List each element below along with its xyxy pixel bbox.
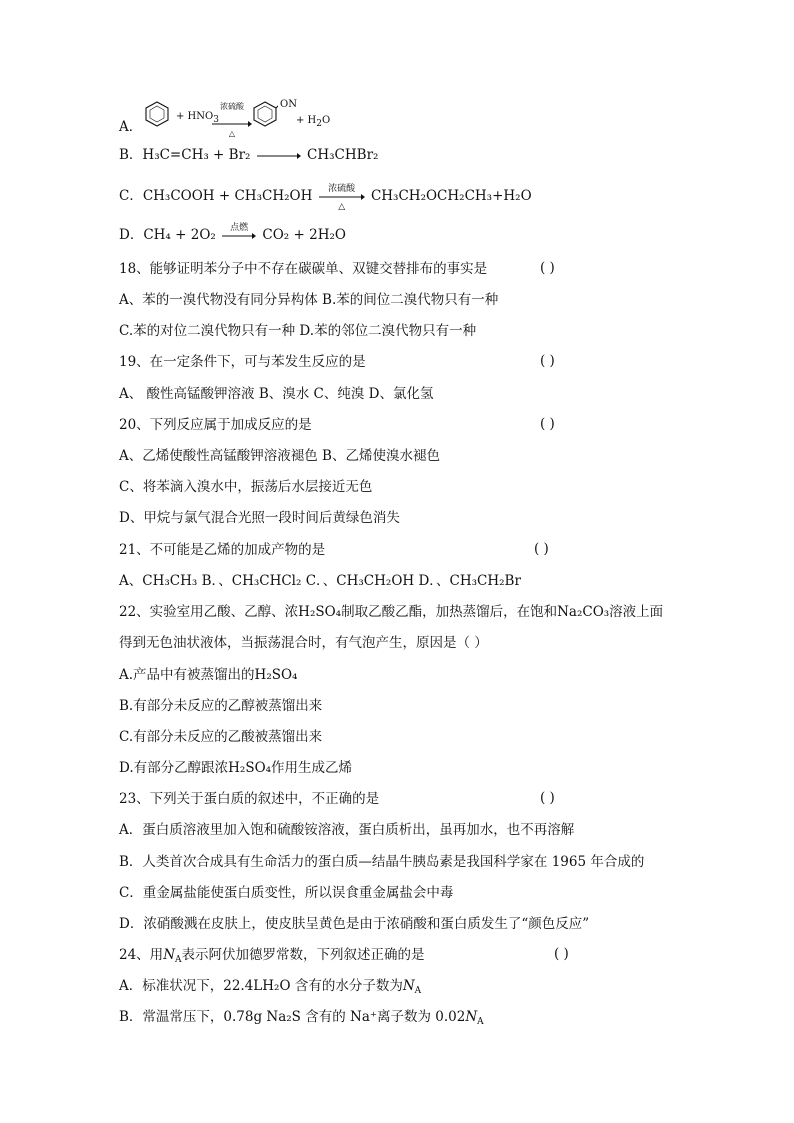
q22-option-c: C.有部分未反应的乙酸被蒸馏出来 bbox=[119, 729, 323, 745]
reaction-arrow-17c: 浓硫酸 △ bbox=[319, 188, 365, 206]
question-18: 18、能够证明苯分子中不存在碳碳单、双键交替排布的事实是 bbox=[119, 261, 488, 277]
q23-option-d: D．浓硝酸溅在皮肤上，使皮肤呈黄色是由于浓硝酸和蛋白质发生了“颜色反应” bbox=[119, 916, 590, 932]
answer-blank-23[interactable]: ( ) bbox=[540, 790, 555, 806]
q18-options-ab: A、苯的一溴代物没有同分异构体 B.苯的间位二溴代物只有一种 bbox=[119, 292, 499, 308]
q22-option-d: D.有部分乙醇跟浓H₂SO₄作用生成乙烯 bbox=[119, 760, 353, 776]
option-a-17 bbox=[119, 118, 142, 136]
q24-option-a: A．标准状况下，22.4LH₂O 含有的水分子数为$N_A$ bbox=[119, 978, 422, 996]
on-group-text: ON bbox=[280, 99, 297, 110]
q23-option-c: C．重金属盐能使蛋白质变性，所以误食重金属盐会中毒 bbox=[119, 885, 454, 901]
answer-blank-24[interactable]: ( ) bbox=[554, 946, 569, 962]
q22-option-a: A.产品中有被蒸馏出的H₂SO₄ bbox=[119, 667, 298, 683]
q20-options-ab: A、乙烯使酸性高锰酸钾溶液褪色 B、乙烯使溴水褪色 bbox=[119, 448, 440, 464]
answer-blank-19[interactable]: ( ) bbox=[540, 353, 555, 369]
benzene-ring-icon bbox=[144, 100, 170, 128]
question-21: 21、不可能是乙烯的加成产物的是 bbox=[119, 542, 326, 558]
q24-option-b: B．常温常压下，0.78g Na₂S 含有的 Na⁺离子数为 $0.02N_A$ bbox=[119, 1009, 484, 1027]
reaction-arrow-17d: 点燃 bbox=[222, 227, 256, 245]
question-20: 20、下列反应属于加成反应的是 bbox=[119, 417, 312, 433]
q18-options-cd: C.苯的对位二溴代物只有一种 D.苯的邻位二溴代物只有一种 bbox=[119, 323, 477, 339]
option-a-label: A． bbox=[119, 119, 143, 135]
answer-blank-18[interactable]: ( ) bbox=[540, 260, 555, 276]
reaction-arrow-17a: 浓硫酸 △ bbox=[212, 101, 252, 138]
water-text: + H2O bbox=[296, 115, 331, 129]
q20-option-c: C、将苯滴入溴水中，振荡后水层接近无色 bbox=[119, 479, 373, 495]
nitrobenzene-ring-icon bbox=[252, 100, 278, 128]
answer-blank-20[interactable]: ( ) bbox=[540, 416, 555, 432]
answer-blank-21[interactable]: ( ) bbox=[534, 541, 549, 557]
q19-options: A、 酸性高锰酸钾溶液 B、溴水 C、纯溴 D、氯化氢 bbox=[119, 386, 434, 402]
q22-option-b: B.有部分未反应的乙醇被蒸馏出来 bbox=[119, 698, 323, 714]
q21-options: A、CH₃CH₃ B．、CH₃CHCl₂ C．、CH₃CH₂OH D．、CH₃CH₂Br bbox=[119, 573, 521, 589]
q20-option-d: D、甲烷与氯气混合光照一段时间后黄绿色消失 bbox=[119, 510, 400, 526]
hno3-text: + HNO3 bbox=[176, 111, 219, 125]
question-23: 23、下列关于蛋白质的叙述中，不正确的是 bbox=[119, 791, 380, 807]
question-22-line1: 22、实验室用乙酸、乙醇、浓H₂SO₄制取乙酸乙酯，加热蒸馏后，在饱和Na₂CO₃溶液上面 bbox=[119, 604, 664, 620]
q23-option-a: A．蛋白质溶液里加入饱和硫酸铵溶液，蛋白质析出，虽再加水，也不再溶解 bbox=[119, 822, 575, 838]
question-19: 19、在一定条件下，可与苯发生反应的是 bbox=[119, 354, 366, 370]
option-c-17: C．CH₃COOH + CH₃CH₂OH 浓硫酸 △ CH₃CH₂OCH₂CH₃+H₂O bbox=[119, 183, 532, 212]
question-24: 24、用$N_A$表示阿伏加德罗常数，下列叙述正确的是 bbox=[119, 947, 425, 965]
reaction-arrow-17b bbox=[257, 147, 301, 165]
option-d-17: D．CH₄ + 2O₂ 点燃 CO₂ + 2H₂O bbox=[119, 222, 346, 243]
question-22-line2: 得到无色油状液体，当振荡混合时，有气泡产生，原因是（ ） bbox=[119, 635, 488, 651]
option-b-17: B．H₃C=CH₃ + Br₂ CH₃CHBr₂ bbox=[119, 147, 379, 163]
q23-option-b: B．人类首次合成具有生命活力的蛋白质—结晶牛胰岛素是我国科学家在 1965 年合成的 bbox=[119, 854, 645, 870]
